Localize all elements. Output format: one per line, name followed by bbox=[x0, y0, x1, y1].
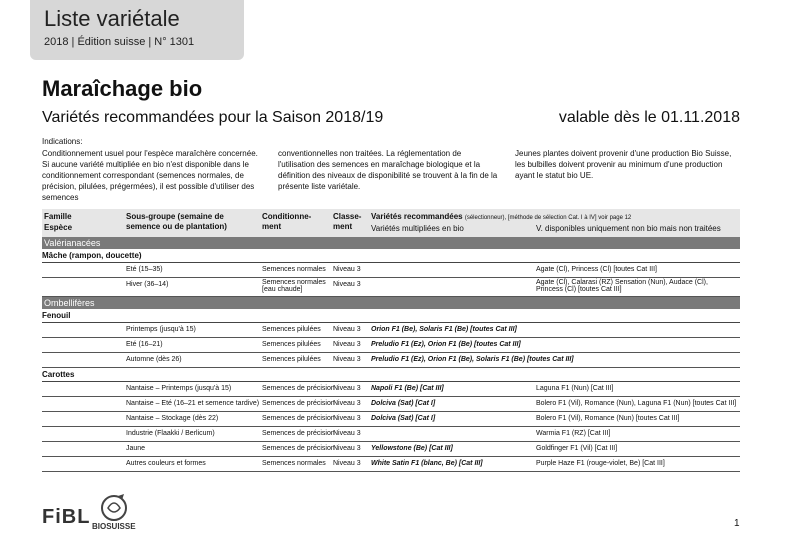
cell-bio: Orion F1 (Be), Solaris F1 (Be) [toutes Cat III] bbox=[371, 326, 517, 333]
series-header bbox=[30, 0, 244, 60]
cell-bio: White Satin F1 (blanc, Be) [Cat III] bbox=[371, 460, 483, 467]
cell-nonbio: Goldfinger F1 (Vil) [Cat III] bbox=[536, 445, 618, 452]
cell-sg: Nantaise – Stockage (dès 22) bbox=[126, 415, 219, 422]
cell-sg: Eté (15–35) bbox=[126, 266, 163, 273]
valid-date: valable dès le 01.11.2018 bbox=[558, 109, 740, 126]
cell-cond: Semences normales bbox=[262, 266, 326, 273]
cell-cond: Semences normales bbox=[262, 460, 326, 467]
series-title: Liste variétale bbox=[44, 6, 180, 31]
cell-nonbio: Purple Haze F1 (rouge-violet, Be) [Cat III] bbox=[536, 460, 665, 467]
table-row bbox=[42, 382, 740, 397]
cell-sg: Nantaise – Eté (16–21 et semence tardive) bbox=[126, 400, 260, 407]
table-row bbox=[42, 457, 740, 472]
page-title: Maraîchage bio bbox=[42, 76, 203, 101]
header-espece: Espèce bbox=[44, 223, 73, 232]
header-sousgroupe: Sous-groupe (semaine de semence ou de plantation) bbox=[126, 212, 227, 231]
table-row bbox=[42, 278, 740, 297]
edition-line: 2018 | Édition suisse | N° 1301 bbox=[44, 36, 195, 48]
cell-sg: Nantaise – Printemps (jusqu'à 15) bbox=[126, 385, 232, 392]
family-row: Valérianacées bbox=[42, 237, 740, 249]
indications-col-3: Jeunes plantes doivent provenir d'une production Bio Suisse, les bulbilles doivent provenir au minimum d'une production ayant le statut bio UE. bbox=[515, 149, 732, 180]
cell-nonbio: Bolero F1 (Vil), Romance (Nun) [toutes Cat III] bbox=[536, 415, 680, 422]
header-varietes bbox=[371, 212, 631, 223]
indications-label: Indications: bbox=[42, 137, 83, 146]
cell-nonbio: Bolero F1 (Vil), Romance (Nun), Laguna F1 (Nun) [toutes Cat III] bbox=[536, 400, 737, 407]
cell-cl: Niveau 3 bbox=[333, 266, 361, 273]
cell-bio: Napoli F1 (Be) [Cat III] bbox=[371, 385, 444, 392]
table-row bbox=[42, 412, 740, 427]
species-row: Fenouil bbox=[42, 309, 740, 323]
page-subtitle: Variétés recommandées pour la Saison 2018/19 bbox=[42, 109, 384, 126]
cell-bio: Preludio F1 (Ez), Orion F1 (Be) [toutes Cat III] bbox=[371, 341, 521, 348]
header-varietes-note: (sélectionneur), [méthode de sélection Cat. I à IV] voir page 12 bbox=[464, 215, 632, 221]
fibl-logo: FiBL bbox=[42, 506, 91, 528]
table-row bbox=[42, 397, 740, 412]
cell-nonbio: Laguna F1 (Nun) [Cat III] bbox=[536, 385, 614, 392]
header-classement: Classe-ment bbox=[333, 212, 362, 231]
table-row bbox=[42, 442, 740, 457]
cell-cl: Niveau 3 bbox=[333, 356, 361, 363]
cell-cl: Niveau 3 bbox=[333, 400, 361, 407]
cell-cond: Semences normales [eau chaude] bbox=[262, 279, 326, 293]
cell-cl: Niveau 3 bbox=[333, 415, 361, 422]
cell-cl: Niveau 3 bbox=[333, 281, 361, 288]
header-conditionnement: Conditionne-ment bbox=[262, 212, 312, 231]
cell-sg: Printemps (jusqu'à 15) bbox=[126, 326, 196, 333]
cell-cond: Semences de précision bbox=[262, 415, 335, 422]
table-row bbox=[42, 427, 740, 442]
cell-cl: Niveau 3 bbox=[333, 326, 361, 333]
header-bio: Variétés multipliées en bio bbox=[371, 224, 464, 233]
page-number: 1 bbox=[734, 518, 740, 529]
cell-cond: Semences de précision bbox=[262, 445, 335, 452]
header-varietes-main: Variétés recommandées bbox=[371, 212, 463, 221]
table-row bbox=[42, 263, 740, 278]
header-nonbio: V. disponibles uniquement non bio mais non traitées bbox=[536, 224, 721, 233]
cell-sg: Industrie (Flaakki / Berlicum) bbox=[126, 430, 215, 437]
cell-cond: Semences pilulées bbox=[262, 326, 321, 333]
cell-sg: Jaune bbox=[126, 445, 146, 452]
cell-sg: Autres couleurs et formes bbox=[126, 460, 206, 467]
cell-nonbio: Warmia F1 (RZ) [Cat III] bbox=[536, 430, 611, 437]
indications-col-1: Conditionnement usuel pour l'espèce maraîchère concernée. Si aucune variété multipliée en bio n'est disponible dans le conditionnement correspondant (semences normales, de précision, pilulées, prégermées), il est possible d'utiliser des semences bbox=[42, 149, 258, 202]
header-famille: Famille bbox=[44, 212, 72, 221]
cell-cl: Niveau 3 bbox=[333, 460, 361, 467]
cell-bio: Yellowstone (Be) [Cat III] bbox=[371, 445, 453, 452]
cell-cl: Niveau 3 bbox=[333, 341, 361, 348]
family-row: Ombellifères bbox=[42, 297, 740, 309]
indications-col-2: conventionnelles non traitées. La réglementation de l'utilisation des semences en maraîchage biologique et la définition des niveaux de disponibilité se trouvent à la fin de la présente liste variétale. bbox=[278, 149, 498, 191]
cell-sg: Hiver (36–14) bbox=[126, 281, 169, 288]
cell-cond: Semences pilulées bbox=[262, 341, 321, 348]
cell-nonbio: Agate (Cl), Calarasi (RZ) Sensation (Nun), Audace (Cl), Princess (Cl) [toutes Cat III] bbox=[536, 279, 708, 293]
cell-cond: Semences de précision bbox=[262, 385, 335, 392]
cell-cond: Semences de précision bbox=[262, 400, 335, 407]
cell-bio: Preludio F1 (Ez), Orion F1 (Be), Solaris F1 (Be) [toutes Cat III] bbox=[371, 356, 574, 363]
cell-nonbio: Agate (Cl), Princess (Cl) [toutes Cat III] bbox=[536, 266, 657, 273]
table-row bbox=[42, 323, 740, 338]
cell-cond: Semences pilulées bbox=[262, 356, 321, 363]
cell-sg: Automne (dès 26) bbox=[126, 356, 182, 363]
biosuisse-logo-text: BIOSUISSE bbox=[92, 522, 136, 531]
cell-cl: Niveau 3 bbox=[333, 385, 361, 392]
table-row bbox=[42, 338, 740, 353]
cell-sg: Eté (16–21) bbox=[126, 341, 163, 348]
cell-bio: Dolciva (Sat) [Cat I] bbox=[371, 400, 436, 407]
cell-cl: Niveau 3 bbox=[333, 445, 361, 452]
varieties-table bbox=[42, 209, 740, 472]
table-header bbox=[42, 209, 740, 237]
table-row bbox=[42, 353, 740, 368]
cell-bio: Dolciva (Sat) [Cat I] bbox=[371, 415, 436, 422]
table-body bbox=[42, 237, 740, 472]
cell-cl: Niveau 3 bbox=[333, 430, 361, 437]
species-row: Carottes bbox=[42, 368, 740, 382]
species-row: Mâche (rampon, doucette) bbox=[42, 249, 740, 263]
cell-cond: Semences de précision bbox=[262, 430, 335, 437]
